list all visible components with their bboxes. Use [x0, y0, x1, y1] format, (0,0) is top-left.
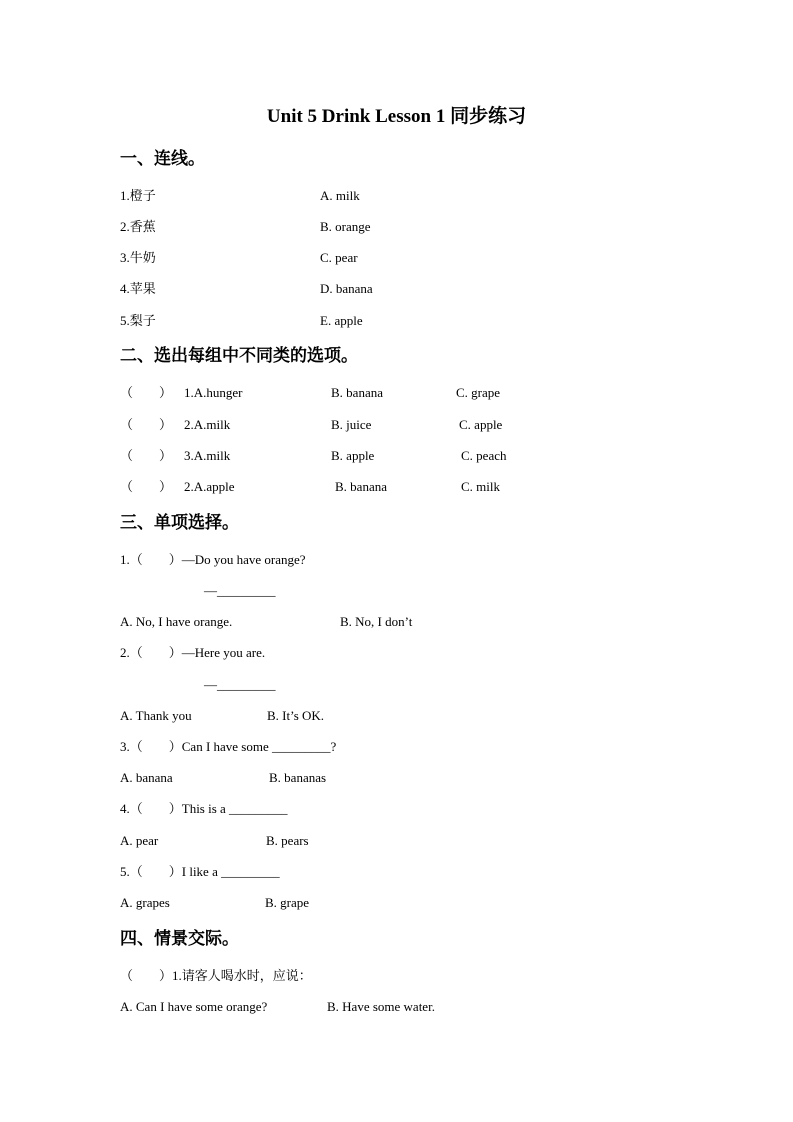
option-a: 3.A.milk [184, 448, 231, 463]
match-right-item: C. pear [320, 250, 358, 265]
option-c: C. milk [461, 479, 501, 494]
question-stem: 5.（ ）I like a _________ [120, 864, 280, 879]
option-a: A. No, I have orange. [120, 614, 233, 629]
option-b: B. grape [265, 895, 310, 910]
section-3-heading: 三、单项选择。 [120, 513, 239, 533]
match-left-item: 4.苹果 [120, 281, 156, 296]
answer-line: —_________ [204, 677, 276, 692]
option-b: B. Have some water. [327, 999, 435, 1014]
match-right-item: D. banana [320, 281, 373, 296]
option-b: B. It’s OK. [267, 708, 325, 723]
question-stem: 4.（ ）This is a _________ [120, 801, 288, 816]
option-a: A. grapes [120, 895, 170, 910]
option-b: B. bananas [269, 770, 327, 785]
question-stem: 1.（ ）—Do you have orange? [120, 552, 306, 567]
option-c: C. apple [459, 417, 503, 432]
answer-paren: （ ） [120, 479, 173, 494]
option-b: B. banana [335, 479, 387, 494]
match-left-item: 5.梨子 [120, 313, 156, 328]
match-right-item: B. orange [320, 219, 371, 234]
option-a: A. banana [120, 770, 173, 785]
match-left-item: 1.橙子 [120, 188, 156, 203]
option-a: 2.A.apple [184, 479, 235, 494]
question-stem: 3.（ ）Can I have some _________? [120, 739, 337, 754]
option-a: 2.A.milk [184, 417, 231, 432]
option-a: 1.A.hunger [184, 385, 243, 400]
option-a: A. Thank you [120, 708, 192, 723]
page-title: Unit 5 Drink Lesson 1 同步练习 [266, 106, 527, 127]
option-b: B. No, I don’t [340, 614, 413, 629]
option-b: B. juice [331, 417, 372, 432]
match-right-item: A. milk [320, 188, 360, 203]
answer-paren: （ ） [120, 385, 173, 400]
question-stem: 2.（ ）—Here you are. [120, 645, 266, 660]
match-left-item: 2.香蕉 [120, 219, 156, 234]
option-b: B. banana [331, 385, 383, 400]
option-b: B. apple [331, 448, 375, 463]
match-left-item: 3.牛奶 [120, 250, 156, 265]
option-a: A. pear [120, 833, 159, 848]
question-stem: （ ）1.请客人喝水时，应说： [120, 968, 312, 983]
answer-paren: （ ） [120, 448, 173, 463]
answer-line: —_________ [204, 583, 276, 598]
section-4-heading: 四、情景交际。 [120, 929, 239, 949]
option-a: A. Can I have some orange? [120, 999, 268, 1014]
answer-paren: （ ） [120, 417, 173, 432]
section-2-heading: 二、选出每组中不同类的选项。 [120, 346, 358, 366]
option-b: B. pears [266, 833, 309, 848]
section-1-heading: 一、连线。 [120, 149, 205, 169]
option-c: C. grape [456, 385, 501, 400]
option-c: C. peach [461, 448, 507, 463]
match-right-item: E. apple [320, 313, 363, 328]
